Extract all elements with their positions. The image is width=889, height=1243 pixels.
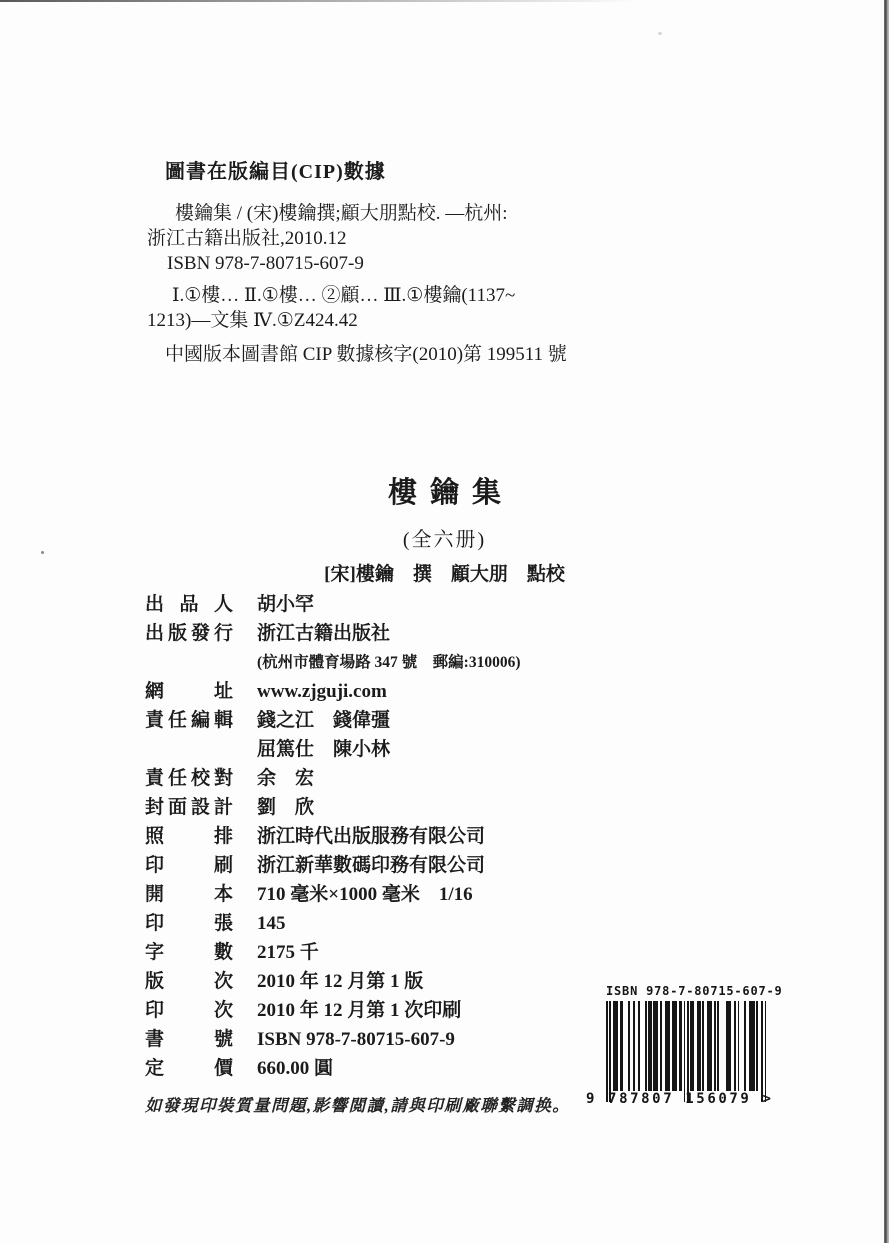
colophon-label: 開本 [145, 884, 233, 905]
colophon-value: (杭州市體育場路 347 號 郵編:310006) [257, 654, 521, 671]
colophon-label: 責任校對 [145, 768, 233, 789]
colophon-value: 屈篤仕 陳小林 [257, 739, 391, 760]
colophon-label: 出品人 [145, 594, 233, 615]
colophon-label: 定價 [145, 1058, 233, 1079]
barcode-bars [606, 1001, 786, 1102]
colophon-row [145, 735, 705, 764]
barcode-guard-module [765, 1001, 767, 1102]
colophon-row [145, 590, 705, 619]
colophon-label: 字數 [145, 942, 233, 963]
colophon-label: 印張 [145, 913, 233, 934]
book-byline: [宋]樓鑰 撰 顧大朋 點校 [324, 564, 565, 585]
colophon-row [145, 677, 705, 706]
colophon-label: 版次 [145, 971, 233, 992]
colophon-value: 2010 年 12 月第 1 次印刷 [257, 1000, 462, 1021]
colophon-value: 胡小罕 [257, 594, 315, 615]
colophon-value: ISBN 978-7-80715-607-9 [257, 1029, 455, 1050]
cip-line-classification-1: Ⅰ.①樓… Ⅱ.①樓… ②顧… Ⅲ.①樓鑰(1137~ [172, 285, 516, 306]
colophon-label: 責任編輯 [145, 710, 233, 731]
colophon-value: 余 宏 [257, 768, 315, 789]
colophon-value: 2175 千 [257, 942, 319, 963]
colophon-label: 印次 [145, 1000, 233, 1021]
cip-block [145, 160, 615, 367]
cip-line-classification-2: 1213)—文集 Ⅳ.①Z424.42 [147, 310, 358, 331]
colophon-row [145, 793, 705, 822]
cip-line-title-author: 樓鑰集 / (宋)樓鑰撰;顧大朋點校. —杭州: [175, 203, 508, 224]
colophon-row [145, 880, 705, 909]
colophon-row [145, 648, 705, 677]
colophon-row [145, 909, 705, 938]
colophon-label: 書號 [145, 1029, 233, 1050]
colophon-label: 出版發行 [145, 623, 233, 644]
book-subtitle-volumes: (全六册) [402, 529, 487, 551]
colophon-value: 浙江古籍出版社 [257, 623, 391, 644]
colophon-row [145, 706, 705, 735]
scan-right-edge-shadow [883, 0, 889, 1243]
scan-speck [658, 32, 662, 35]
cip-header: 圖書在版編目(CIP)數據 [165, 161, 386, 183]
colophon-value: 2010 年 12 月第 1 版 [257, 971, 424, 992]
barcode-digits: 9 787807 156079 > [586, 1091, 774, 1107]
cip-line-record-number: 中國版本圖書館 CIP 數據核字(2010)第 199511 號 [165, 344, 567, 365]
colophon-value: 浙江時代出版服務有限公司 [257, 826, 486, 847]
cip-line-isbn: ISBN 978-7-80715-607-9 [167, 253, 364, 274]
colophon-row [145, 938, 705, 967]
colophon-label: 照排 [145, 826, 233, 847]
colophon-row [145, 851, 705, 880]
colophon-value: 145 [257, 913, 286, 934]
colophon-value: 浙江新華數碼印務有限公司 [257, 855, 486, 876]
barcode-block [586, 984, 786, 1107]
colophon-value: 710 毫米×1000 毫米 1/16 [257, 884, 473, 905]
book-title: 樓鑰集 [387, 477, 514, 509]
colophon-row [145, 619, 705, 648]
quality-notice: 如發現印裝質量問題,影響閲讀,請與印刷廠聯繫調换。 [145, 1096, 571, 1115]
colophon-row [145, 764, 705, 793]
colophon-value: www.zjguji.com [257, 681, 387, 702]
cip-line-publisher: 浙江古籍出版社,2010.12 [147, 228, 347, 249]
colophon-value: 劉 欣 [257, 797, 315, 818]
colophon-label: 網址 [145, 681, 233, 702]
colophon-label: 封面設計 [145, 797, 233, 818]
colophon-value: 660.00 圓 [257, 1058, 334, 1079]
title-block [0, 470, 889, 586]
colophon-value: 錢之江 錢偉彊 [257, 710, 391, 731]
colophon-row [145, 822, 705, 851]
scan-top-edge-line [0, 0, 640, 2]
barcode-isbn-text: ISBN 978-7-80715-607-9 [606, 984, 783, 998]
colophon-label: 印刷 [145, 855, 233, 876]
